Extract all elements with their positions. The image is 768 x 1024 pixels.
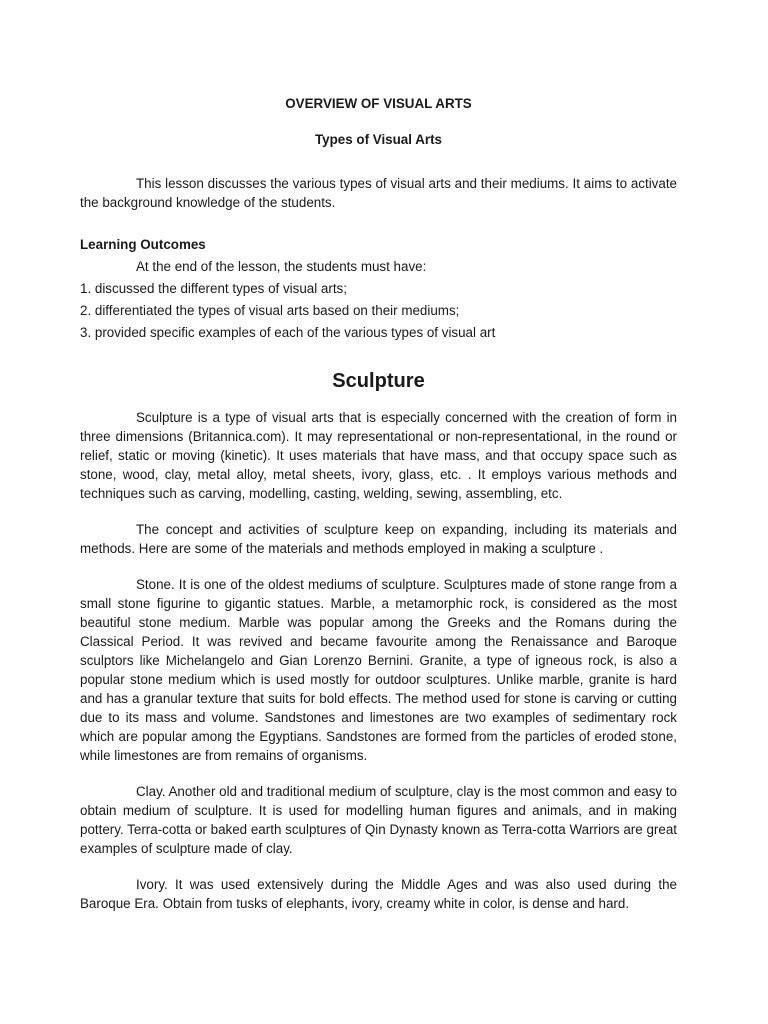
sculpture-section-title: Sculpture xyxy=(332,370,425,392)
ivory-paragraph: Ivory. It was used extensively during the Middle Ages and was also used during the Baroque Era. Obtain from tusks of elephants, ivory, creamy white in color, is dense and hard. xyxy=(80,877,677,911)
learning-outcomes-heading: Learning Outcomes xyxy=(80,237,206,252)
clay-paragraph: Clay. Another old and traditional medium of sculpture, clay is the most common and easy to obtain medium of sculpture. It is used for modelling human figures and animals, and in making pottery. Terra-cotta or baked earth sculptures of Qin Dynasty known as Terra-cotta Warriors are great examples of sculpture made of clay. xyxy=(80,784,677,856)
stone-paragraph: Stone. It is one of the oldest mediums of sculpture. Sculptures made of stone range from a small stone figurine to gigantic statues. Marble, a metamorphic rock, is considered as the most beautiful stone medium. Marble was popular among the Greeks and the Romans during the Classical Period. It was revived and became favourite among the Renaissance and Baroque sculptors like Michelangelo and Gian Lorenzo Bernini. Granite, a type of igneous rock, is also a popular stone medium which is used mostly for outdoor sculptures. Unlike marble, granite is hard and has a granular texture that suits for bold effects. The method used for stone is carving or cutting due to its mass and volume. Sandstones and limestones are two examples of sedimentary rock which are popular among the Egyptians. Sandstones are formed from the particles of eroded stone, while limestones are from remains of organisms. xyxy=(80,577,677,763)
sculpture-definition-paragraph: Sculpture is a type of visual arts that is especially concerned with the creation of form in three dimensions (Britannica.com). It may representational or non-representational, in the round or relief, static or moving (kinetic). It uses materials that have mass, and that occupy space such as stone, wood, clay, metal alloy, metal sheets, ivory, glass, etc. . It employs various methods and techniques such as carving, modelling, casting, welding, sewing, assembling, etc. xyxy=(80,410,677,501)
document-page xyxy=(80,94,677,913)
list-item: 3. provided specific examples of each of the various types of visual art xyxy=(80,325,496,340)
learning-outcomes-intro: At the end of the lesson, the students must have: xyxy=(136,259,427,274)
list-item: 1. discussed the different types of visual arts; xyxy=(80,281,347,296)
document-subtitle: Types of Visual Arts xyxy=(314,132,442,147)
learning-outcomes-list xyxy=(80,279,677,342)
document-title: OVERVIEW OF VISUAL ARTS xyxy=(285,96,472,111)
list-item: 2. differentiated the types of visual arts based on their mediums; xyxy=(80,303,460,318)
intro-paragraph: This lesson discusses the various types of visual arts and their mediums. It aims to activate the background knowledge of the students. xyxy=(80,176,677,210)
sculpture-materials-paragraph: The concept and activities of sculpture keep on expanding, including its materials and methods. Here are some of the materials and methods employed in making a sculpture . xyxy=(80,522,677,556)
